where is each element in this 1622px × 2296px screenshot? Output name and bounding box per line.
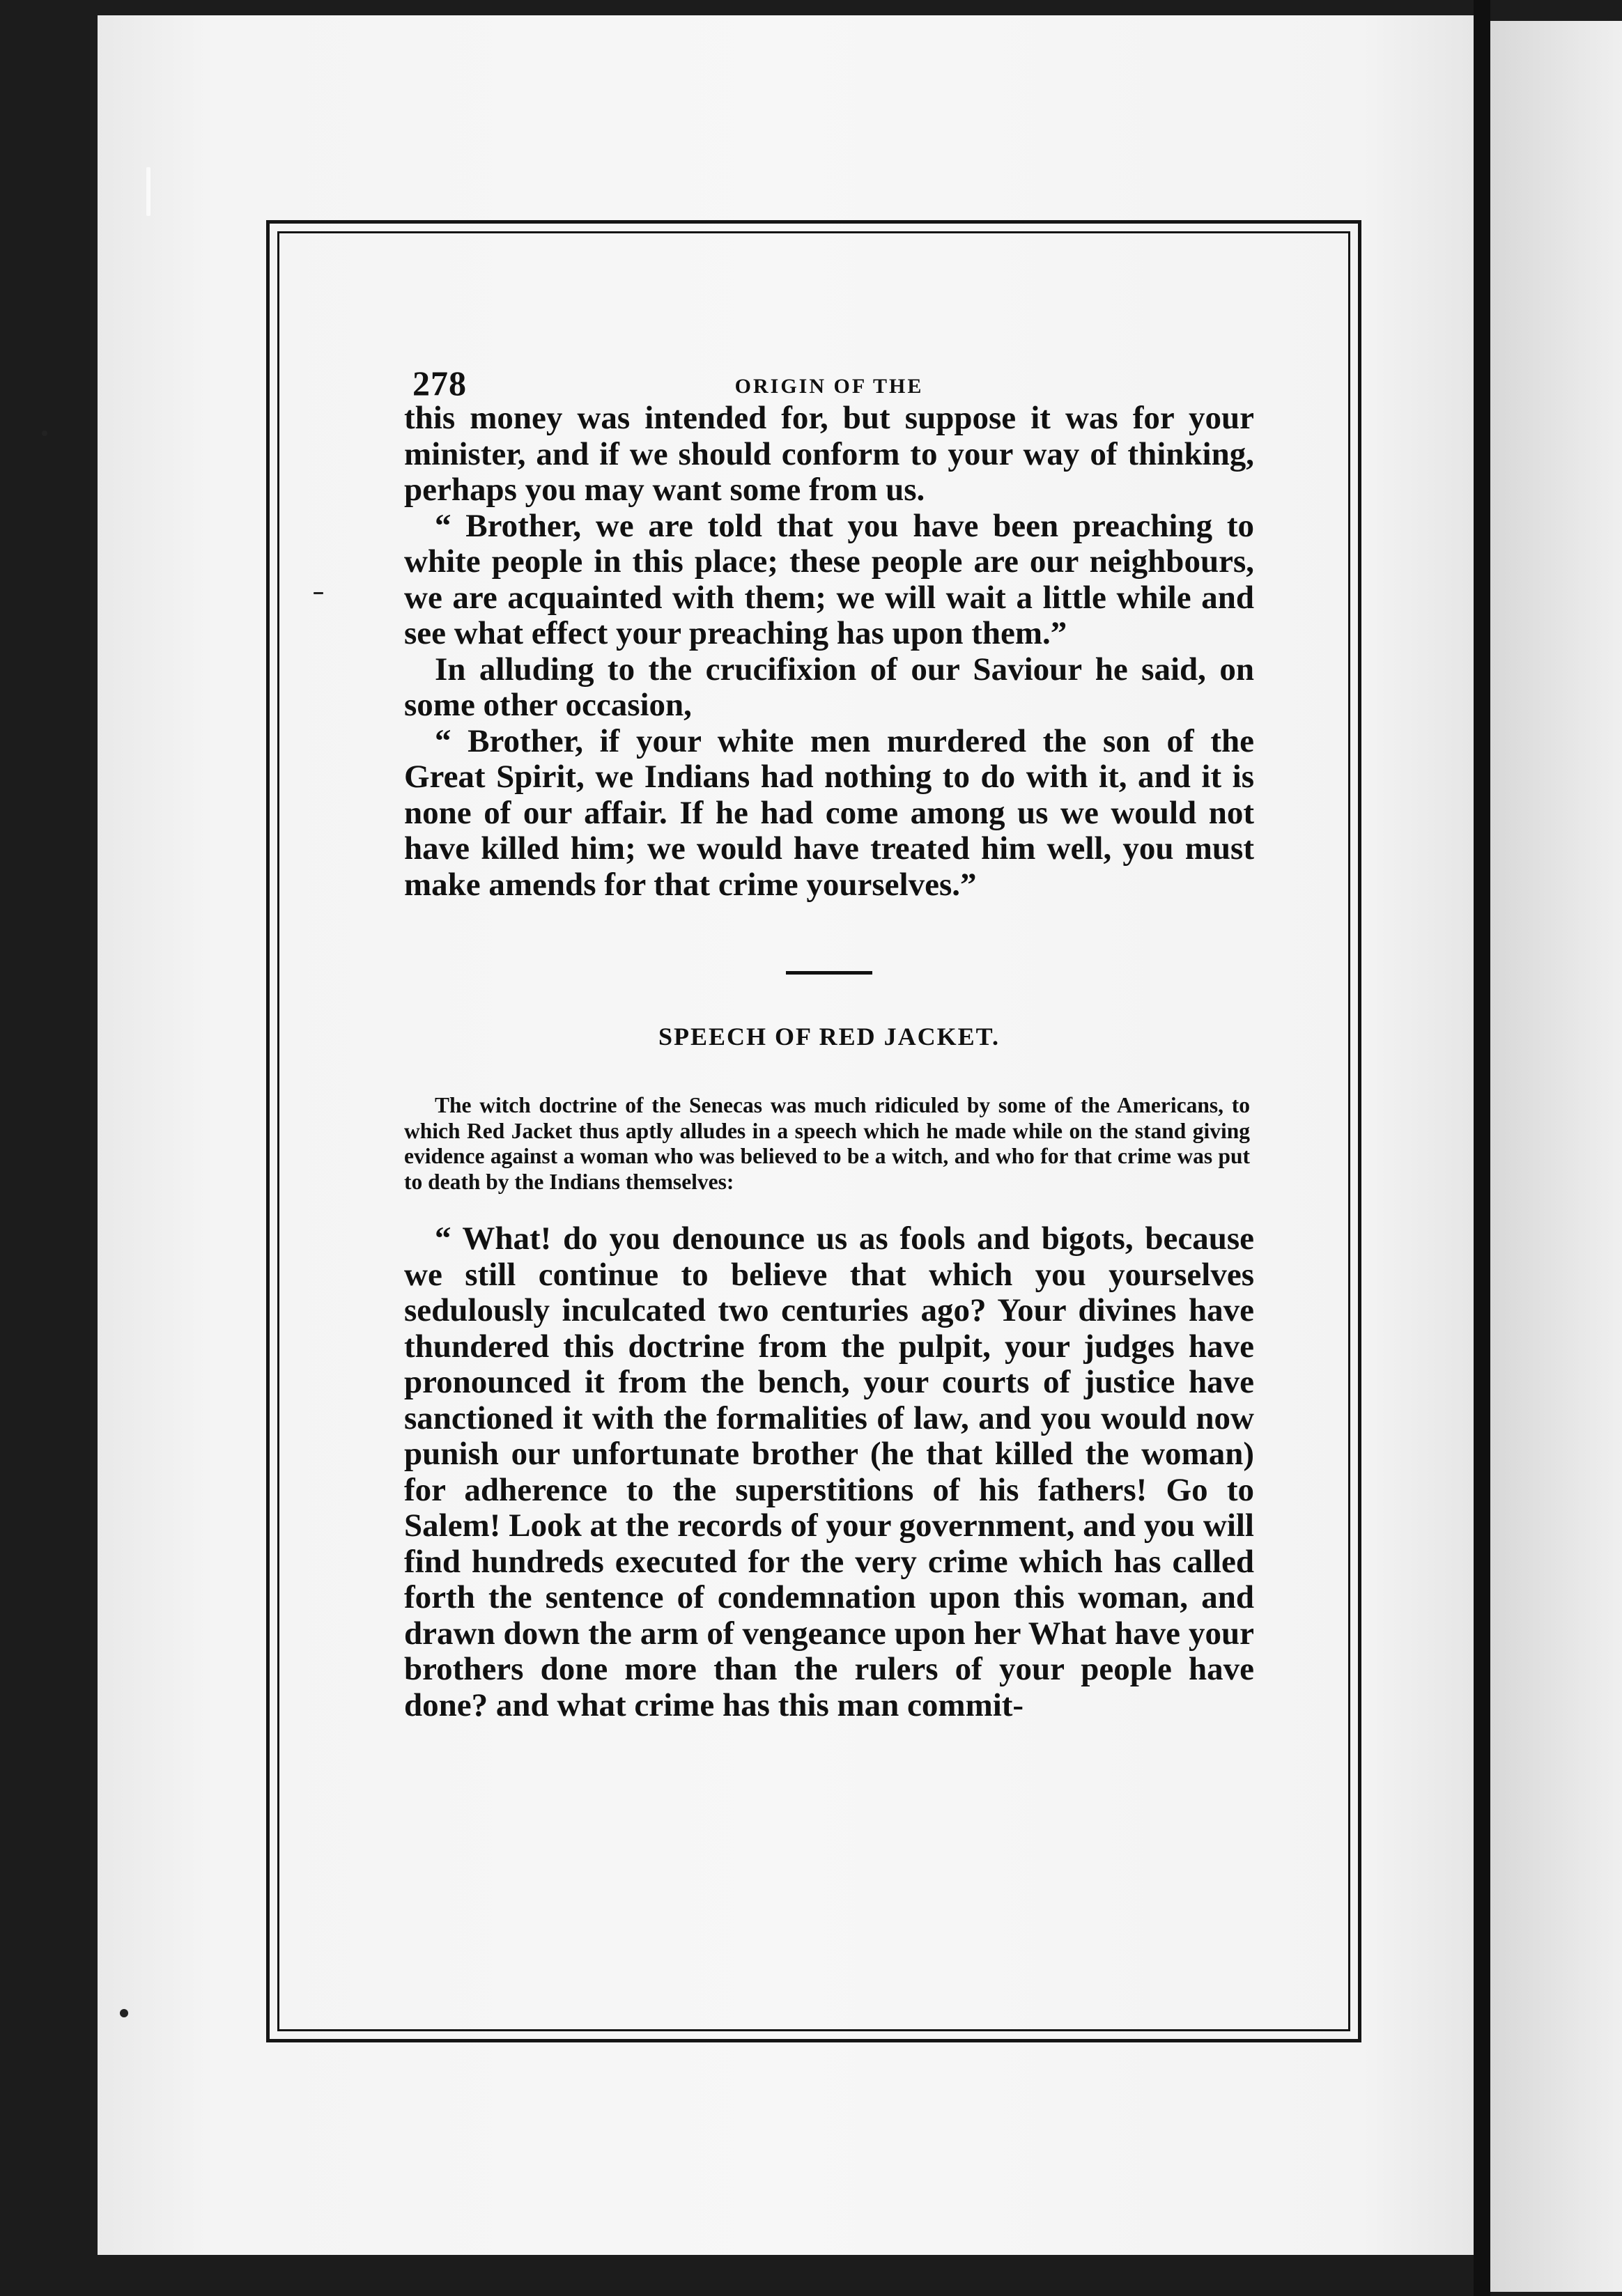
page-content (404, 352, 1254, 1723)
paragraph-crucifixion-intro: In alluding to the crucifixion of our Saviour he said, on some other occasion, (404, 651, 1254, 723)
scan-artifact (42, 430, 47, 436)
body-text-top (404, 401, 1254, 903)
paragraph-quote-great-spirit: “ Brother, if your white men murdered the son of the Great Spirit, we Indians had nothing to do with it, and it is none of our affair. If he had come among us we would not have killed him; we would have treated him well, you must make amends for that crime yourselves.” (404, 722, 1254, 903)
page-number: 278 (412, 364, 467, 403)
running-head-title: ORIGIN OF THE (734, 375, 924, 398)
paragraph-continuation: this money was intended for, but suppose it was for your minister, and if we should conform to your way of thinking, perhaps you may want some from us. (404, 400, 1254, 508)
scan-artifact (120, 2009, 128, 2017)
paragraph-quote-preaching: “ Brother, we are told that you have been preaching to white people in this place; these people are our neighbours, we are acquainted with them; we will wait a little while and see what effect your preaching has upon them.” (404, 507, 1254, 651)
section-intro-note: The witch doctrine of the Senecas was much ridiculed by some of the Americans, to which Red Jacket thus aptly alludes in a speech which he made while on the stand giving evidence against a woman who was believed to be a witch, and who for that crime was put to death by the Indians themselves: (404, 1093, 1250, 1194)
paragraph-speech: “ What! do you denounce us as fools and bigots, because we still continue to believe that which you yourselves sedulously inculcated two centuries ago? Your divines have thundered this doctrine from the pulpit, your judges have pronounced it from the bench, your courts of justice have sanctioned it with the formalities of law, and you would now punish our unfortunate brother (he that killed the woman) for adherence to the superstitions of his fathers! Go to Salem! Look at the records of your government, and you will find hundreds executed for the very crime which has called forth the sentence of condemnation upon this woman, and drawn down the arm of vengeance upon her What have your brothers done more than the rulers of your people have done? and what crime has this man commit- (404, 1220, 1254, 1723)
facing-page-edge (1490, 21, 1622, 2292)
section-divider-rule (786, 971, 872, 975)
speech-text (404, 1221, 1254, 1723)
section-title: SPEECH OF RED JACKET. (658, 1023, 1001, 1050)
book-spine-shadow (1474, 0, 1490, 2296)
scan-artifact (146, 167, 150, 216)
running-head (404, 352, 1254, 401)
